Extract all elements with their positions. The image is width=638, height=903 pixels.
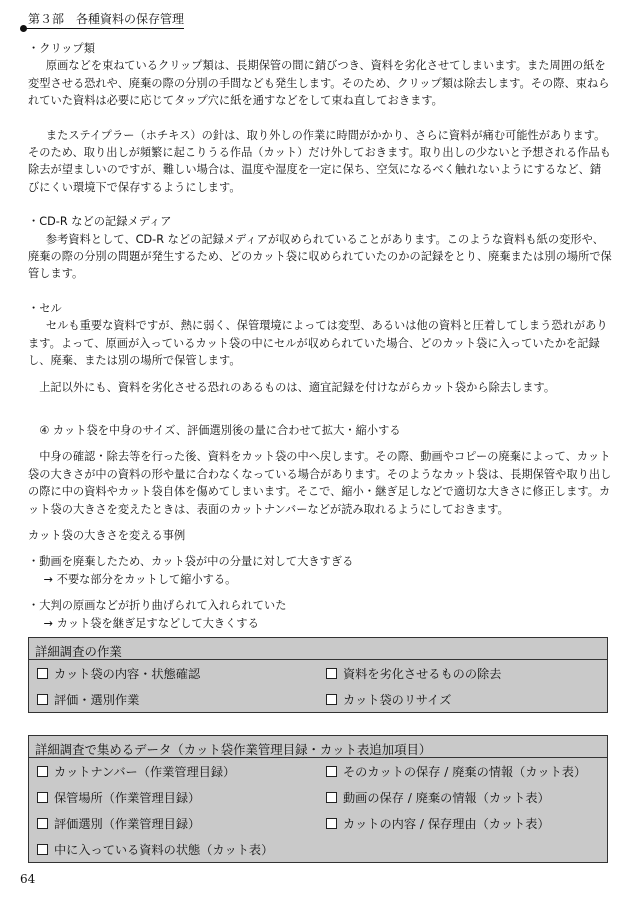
examples-title: カット袋の大きさを変える事例 — [28, 528, 186, 542]
example-1-sub: → 不要な部分をカットして縮小する。 — [43, 572, 237, 586]
survey-tasks-title: 詳細調査の作業 — [29, 638, 607, 660]
cel-paragraph: セルも重要な資料ですが、熱に弱く、保管環境によっては変型、あるいは他の資料と圧着してしまう恐れがあります。よって、原画が入っているカット袋の中にセルが収められていた場合、どのカット袋に入っていたかを記録し、廃棄、または別の場所で保管します。 — [28, 319, 608, 368]
checkbox-icon[interactable] — [37, 766, 48, 777]
data-item[interactable]: カットナンバー（作業管理目録） — [29, 758, 318, 784]
checkbox-icon[interactable] — [37, 844, 48, 855]
checkbox-icon[interactable] — [326, 766, 337, 777]
section-4-paragraph: 中身の確認・除去等を行った後、資料をカット袋の中へ戻します。その際、動画やコピーの廃棄によって、カット袋の大きさが中の資料の形や量に合わなくなっている場合があります。そのようなカット袋は、長期保管や取り出しの際に中の資料やカット袋自体を傷めてしまいます。そこで、縮小・継ぎ足しなどで適切な大きさに修正します。カット袋の大きさを変えたときは、表面のカットナンバーなどが読み取れるようにしておきます。 — [28, 450, 612, 516]
summary-paragraph: 上記以外にも、資料を劣化させる恐れのあるものは、適宜記録を付けながらカット袋から除去します。 — [39, 380, 556, 394]
page-header — [20, 8, 185, 30]
checkbox-icon[interactable] — [37, 818, 48, 829]
clip-heading: ・クリップ類 — [28, 42, 95, 55]
checkbox-icon[interactable] — [326, 694, 337, 705]
survey-tasks-box — [28, 637, 608, 713]
checkbox-icon[interactable] — [326, 818, 337, 829]
header-text: 第３部 各種資料の保存管理 — [28, 12, 185, 26]
data-item[interactable]: 保管場所（作業管理目録） — [29, 784, 318, 810]
checkbox-icon[interactable] — [37, 668, 48, 679]
example-1: ・動画を廃棄したため、カット袋が中の分量に対して大きすぎる — [28, 555, 354, 569]
checkbox-icon[interactable] — [37, 694, 48, 705]
example-2: ・大判の原画などが折り曲げられて入れられていた — [28, 599, 287, 613]
task-item[interactable]: カット袋のリサイズ — [318, 686, 607, 712]
header-rule — [24, 28, 184, 29]
survey-data-title: 詳細調査で集めるデータ（カット袋作業管理目録・カット表追加項目） — [29, 736, 607, 758]
checkbox-icon[interactable] — [326, 668, 337, 679]
main-content — [28, 40, 612, 632]
clip-paragraph-2: またステイプラー（ホチキス）の針は、取り外しの作業に時間がかかり、さらに資料が痛む可能性があります。そのため、取り出しが頻繁に起こりうる作品（カット）だけ外しておきます。取り出しの少ないと予想される作品も除去が望ましいのですが、難しい場合は、温度や湿度を一定に保ち、空気になるべく触れないようにするなど、錆びにくい環境下で保存するようにします。 — [28, 128, 611, 194]
cdr-heading: ・CD-R などの記録メディア — [28, 215, 172, 229]
cdr-paragraph: 参考資料として、CD-R などの記録メディアが収められていることがあります。このような資料も紙の変形や、廃棄の際の分別の問題が発生するため、どのカット袋に収められていたのかの記録をとり、廃棄または別の場所で保管します。 — [28, 232, 612, 281]
task-item[interactable]: 資料を劣化させるものの除去 — [318, 660, 607, 686]
task-item[interactable]: カット袋の内容・状態確認 — [29, 660, 318, 686]
data-item[interactable]: カットの内容 / 保存理由（カット表） — [318, 810, 607, 836]
data-item[interactable]: そのカットの保存 / 廃棄の情報（カット表） — [318, 758, 607, 784]
checkbox-icon[interactable] — [326, 792, 337, 803]
example-2-sub: → カット袋を継ぎ足すなどして大きくする — [43, 616, 259, 630]
checkbox-icon[interactable] — [37, 792, 48, 803]
data-item[interactable]: 中に入っている資料の状態（カット表） — [29, 836, 318, 862]
section-4-heading: ④ カット袋を中身のサイズ、評価選別後の量に合わせて拡大・縮小する — [39, 423, 401, 437]
cel-heading: ・セル — [28, 301, 62, 315]
survey-data-box — [28, 735, 608, 863]
data-item[interactable]: 動画の保存 / 廃棄の情報（カット表） — [318, 784, 607, 810]
data-item[interactable]: 評価選別（作業管理目録） — [29, 810, 318, 836]
task-item[interactable]: 評価・選別作業 — [29, 686, 318, 712]
page-number: 64 — [20, 872, 36, 886]
clip-paragraph-1: 原画などを束ねているクリップ類は、長期保管の間に錆びつき、資料を劣化させてしまいます。また周囲の紙を変型させる恐れや、廃棄の際の分別の手間なども発生します。そのため、クリップ類は除去します。その際、束ねられていた資料は必要に応じてタップ穴に紙を通すなどをして束ね直しておきます。 — [28, 59, 610, 108]
